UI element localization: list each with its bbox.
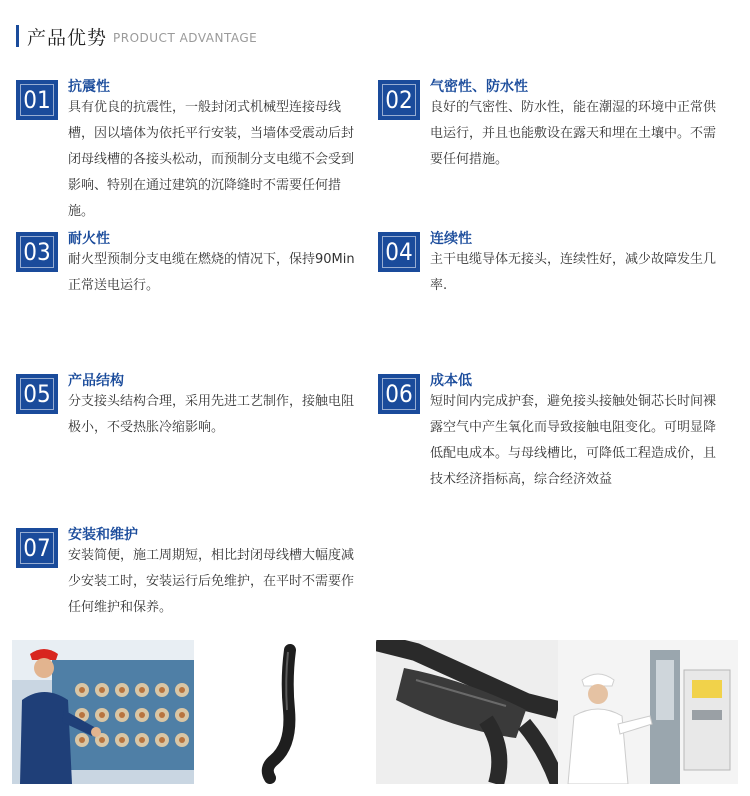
item-title: 产品结构 [68,373,124,389]
item-number-badge: 07 [16,528,58,568]
factory-worker-photo [12,640,194,784]
section-subtitle: PRODUCT ADVANTAGE [113,31,258,45]
item-number-badge: 05 [16,374,58,414]
item-number-badge: 01 [16,80,58,120]
item-number-badge: 06 [378,374,420,414]
lab-technician-photo [558,640,738,784]
cable-branch-joint-photo [376,640,558,784]
item-title: 连续性 [430,231,472,247]
item-number-badge: 03 [16,232,58,272]
section-header [16,24,257,48]
item-description: 具有优良的抗震性，一般封闭式机械型连接母线槽，因以墙体为依托平行安装，当墙体受震动后封闭母线槽的各接头松动，而预制分支电缆不会受到影响、特别在通过建筑的沉降缝时不需要任何措施。 [68,100,355,219]
item-title: 抗震性 [68,79,110,95]
item-number-badge: 02 [378,80,420,120]
item-number-badge: 04 [378,232,420,272]
item-title: 耐火性 [68,231,110,247]
section-title: 产品优势 [27,26,108,49]
photo-strip [12,640,738,784]
item-description: 良好的气密性、防水性，能在潮湿的环境中正常供电运行，并且也能敷设在露天和埋在土壤中。不需要任何措施。 [430,100,717,167]
header-accent-bar [16,25,19,47]
item-title: 气密性、防水性 [430,79,528,95]
item-title: 成本低 [430,373,472,389]
item-description: 分支接头结构合理，采用先进工艺制作，接触电阻极小，不受热胀冷缩影响。 [68,394,355,435]
item-title: 安装和维护 [68,527,138,543]
item-description: 短时间内完成护套，避免接头接触处铜芯长时间裸露空气中产生氧化而导致接触电阻变化。可明显降低配电成本。与母线槽比，可降低工程造成价，且技术经济指标高，综合经济效益 [430,394,717,487]
item-description: 安装简便，施工周期短，相比封闭母线槽大幅度减少安装工时，安装运行后免维护，在平时不需要作任何维护和保养。 [68,548,355,615]
item-description: 耐火型预制分支电缆在燃烧的情况下，保持90Min正常送电运行。 [68,252,355,293]
item-description: 主干电缆导体无接头，连续性好，减少故障发生几率. [430,252,717,293]
cable-end-photo [194,640,376,784]
